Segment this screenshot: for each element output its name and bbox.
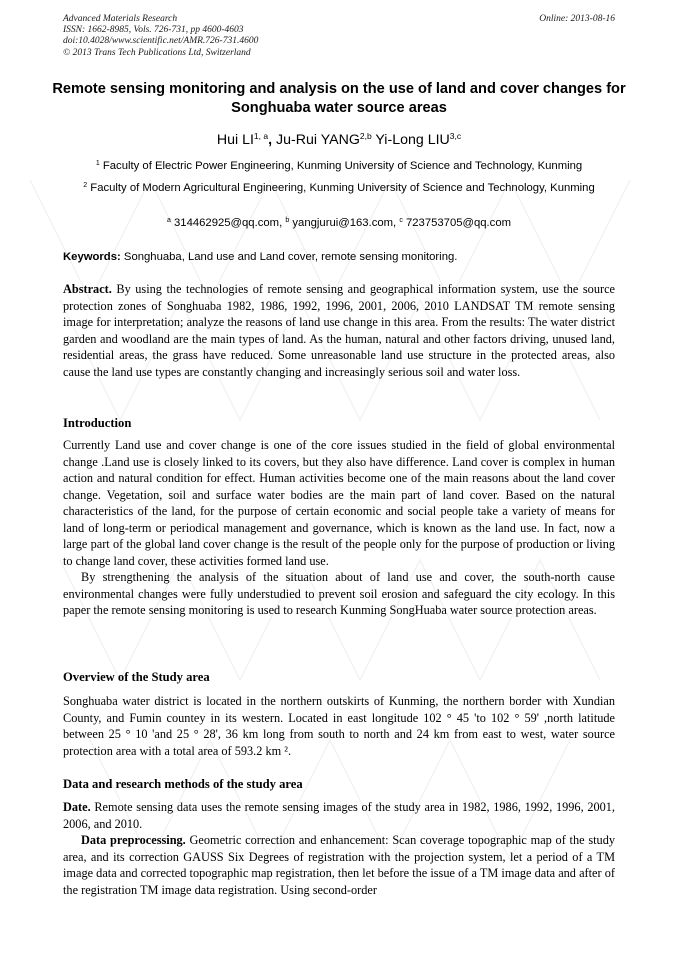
issn-line: ISSN: 1662-8985, Vols. 726-731, pp 4600-4603 (63, 25, 244, 36)
preprocessing-label: Data preprocessing. (81, 833, 186, 847)
author-name: Yi-Long LIU (375, 132, 450, 148)
author-list: Hui LI$^{1, a}$, Ju-Rui YANG$^{2,b}$ Yi-Long LIU$^{3,c}$ (216, 131, 462, 148)
journal-name: Advanced Materials Research (63, 14, 178, 24)
email-address[interactable]: 314462925@qq.com (174, 217, 280, 229)
email-sup: b (285, 217, 290, 224)
overview-body (63, 693, 615, 759)
affiliation-sup: 1 (95, 160, 100, 167)
author-sup: 2,b (359, 131, 372, 141)
abstract-text: By using the technologies of remote sensing and geographical information system, use the source protection zones of Songhuaba 1982, 1986, 1992, 1996, 2001, 2006, 2010 LANDSAT TM remote sensing image for interpretation; analyze the reasons of land use change in this area. From the results: The water district garden and woodland are the main types of land. As the human, natural and other factors driving, unused land, residential areas, the grass have reduced. Some unreasonable land use structure in the protected areas, also cause the land use types are constantly changing and increasingly serious soil and water loss. (63, 282, 615, 379)
email-sup: a (166, 217, 171, 224)
paper-title: Remote sensing monitoring and analysis on the use of land and cover changes for Songhuaba water source areas (52, 81, 626, 116)
date-text: Remote sensing data uses the remote sensing images of the study area in 1982, 1986, 1992, 1996, 2001, 2006, and 2010. (63, 800, 615, 831)
email-list: $^a$ 314462925@qq.com, $^b$ yangjurui@163.com, $^c$ 723753705@qq.com (166, 217, 512, 229)
email-address[interactable]: 723753705@qq.com (405, 217, 512, 229)
author-sup: 3,c (449, 131, 462, 141)
author-name: Ju-Rui YANG (276, 132, 360, 148)
abstract (63, 281, 615, 380)
email-sup: c (399, 217, 403, 224)
copyright-line: © 2013 Trans Tech Publications Ltd, Switzerland (63, 47, 251, 58)
data-methods-heading: Data and research methods of the study area (63, 777, 303, 791)
abstract-label: Abstract. (63, 282, 112, 296)
preprocessing-text: Geometric correction and enhancement: Scan coverage topographic map of the study area, and its correction GAUSS Six Degrees of registration with the projection system, let a period of a TM image data and corrected topographic map registration, then let before the issue of a TM image data and after of the registration TM image data registration. Using second-order (63, 833, 615, 897)
introduction-heading: Introduction (63, 416, 132, 430)
author-sup: 1, a (253, 131, 269, 141)
author-name: Hui LI (216, 132, 254, 148)
keywords (63, 251, 615, 263)
online-date: Online: 2013-08-16 (539, 14, 615, 24)
data-methods-body (63, 799, 615, 898)
introduction-paragraph-2: By strengthening the analysis of the situation about of land use and cover, the south-north cause environmental changes were fully understudied to prevent soil erosion and safeguard the city ecology. In this paper the remote sensing monitoring is used to research Kunming SongHuaba water source protection areas. (63, 570, 615, 617)
affiliation-1 (40, 157, 638, 173)
affiliation-text: Faculty of Modern Agricultural Engineering, Kunming University of Science and Technology, Kunming (90, 182, 595, 194)
keywords-text: Songhuaba, Land use and Land cover, remote sensing monitoring. (123, 251, 458, 263)
email-address[interactable]: yangjurui@163.com (292, 217, 394, 229)
affiliation-text: Faculty of Electric Power Engineering, Kunming University of Science and Technology, Kunming (102, 160, 583, 172)
date-label: Date. (63, 800, 91, 814)
overview-heading: Overview of the Study area (63, 670, 210, 684)
affiliation-sup: 2 (83, 182, 88, 189)
overview-paragraph: Songhuaba water district is located in the northern outskirts of Kunming, the northern border with Xundian County, and Fumin countey in its western. Located in east longitude 102 ° 45 'to 102 ° 59' ,north latitude between 25 ° 10 'and 25 ° 28', 36 km long from south to north and 24 km from east to west, water source protection area with a total area of 593.2 km ². (63, 694, 615, 758)
introduction-paragraph-1: Currently Land use and cover change is one of the core issues studied in the field of global environmental change .Land use is closely linked to its covers, but they also have difference. Land cover is complex in human action and natural condition for effect. Human activities become one of the main reasons about the land cover change. Vegetation, soil and surface water bodies are the main part of land cover. Based on the natural characteristics of the land, for the purpose of certain economic and social people take a variety of means for land of long-term or periodical management and governance, which is known as the land use. In fact, now a large part of the global land cover change is the result of the people only for the purpose of production or living to change land cover, these activities formed land use. (63, 438, 615, 568)
affiliation-2 (40, 179, 638, 195)
introduction-body (63, 437, 615, 619)
keywords-label: Keywords: (63, 251, 121, 263)
doi-line[interactable]: doi:10.4028/www.scientific.net/AMR.726-731.4600 (63, 36, 259, 47)
